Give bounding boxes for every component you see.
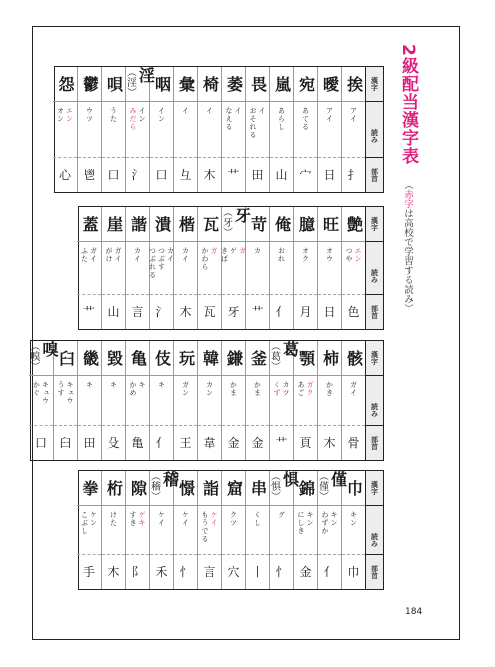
kanji-char: 萎 (224, 76, 244, 92)
bushu-char: 金 (299, 565, 312, 579)
bushu-char: 木 (203, 168, 216, 182)
header-bushu: 部首 (370, 436, 379, 450)
bushu-char: 亻 (155, 436, 168, 450)
reading-text: キュウ (41, 381, 50, 405)
kanji-char: 宛 (296, 76, 316, 92)
kanji-char: 巾 (344, 480, 364, 496)
reading-text: カイ (181, 247, 190, 263)
kanji-char: 毀 (104, 350, 124, 366)
reading-text: アイ (325, 107, 334, 123)
kanji-entry (53, 67, 77, 192)
variant-kanji: （牙） (220, 207, 232, 237)
reading-text: きば (220, 247, 229, 263)
reading-text: すき (129, 511, 137, 527)
kanji-char: 鎌 (224, 350, 244, 366)
bushu-char: 禾 (155, 565, 168, 579)
kanji-char: 旺 (320, 216, 340, 232)
bushu-char: 彑 (179, 168, 192, 182)
variant-kanji: （僅） (316, 471, 328, 501)
kanji-char: 嗅（嗅） (28, 341, 59, 371)
kanji-char: 咽 (152, 76, 172, 92)
bushu-char: 月 (299, 305, 312, 319)
reading-text: かき (325, 381, 334, 397)
reading-text: キ (157, 381, 166, 389)
reading-text: イ (234, 107, 242, 115)
header-reading: 読み (370, 403, 379, 417)
kanji-entry (221, 67, 245, 192)
kanji-entry (197, 471, 221, 589)
kanji-char: 彙 (176, 76, 196, 92)
kanji-entry (221, 471, 245, 589)
kanji-entry (101, 207, 125, 329)
kanji-char: 俺 (272, 216, 292, 232)
kanji-char: 葛（葛） (268, 341, 300, 371)
kanji-char: 憬 (176, 480, 196, 496)
bushu-char: 山 (107, 305, 120, 319)
kanji-table (78, 470, 384, 590)
kanji-char: 瓦 (200, 216, 220, 232)
kanji-entry (149, 341, 173, 460)
reading-text: ガイ (89, 247, 98, 263)
reading-text: キ (138, 381, 146, 389)
reading-text: キン (306, 511, 314, 527)
bushu-char: 艹 (275, 436, 288, 450)
reading-text: ケイ (157, 511, 166, 527)
kanji-char: 顎 (296, 350, 316, 366)
kanji-char: 錦 (296, 480, 316, 496)
header-bushu: 部首 (370, 305, 379, 319)
reading-text: カイ (133, 247, 142, 263)
reading-text: つや (345, 247, 353, 263)
bushu-char: 韋 (203, 436, 216, 450)
kanji-table (54, 66, 384, 193)
bushu-char: 艹 (82, 305, 95, 319)
kanji-table (30, 340, 384, 461)
kanji-entry (317, 67, 341, 192)
kanji-entry (101, 341, 125, 460)
header-reading: 読み (370, 129, 379, 143)
kanji-entry (293, 207, 317, 329)
page-subtitle: （赤字は高校で学習する読み） (402, 180, 413, 313)
bushu-char: 艹 (227, 168, 240, 182)
bushu-char: 心 (58, 168, 71, 182)
kanji-table (78, 206, 384, 330)
kanji-char: 楷 (176, 216, 196, 232)
kanji-char: 稽（稽） (148, 471, 180, 501)
reading-text: こぶし (80, 511, 89, 535)
header-column (365, 67, 383, 192)
kanji-char: 拳 (80, 480, 99, 496)
reading-text: キ (109, 381, 118, 389)
kanji-char: 挨 (344, 76, 364, 92)
bushu-char: 亻 (323, 565, 336, 579)
kanji-char: 苛 (248, 216, 268, 232)
reading-text: カ (253, 247, 262, 255)
bushu-char: 口 (34, 436, 47, 450)
variant-kanji: （稽） (148, 471, 160, 501)
header-column (365, 341, 383, 460)
kanji-entry (341, 67, 365, 192)
bushu-char: 口 (155, 168, 168, 182)
bushu-char: 氵 (155, 305, 168, 319)
kanji-entry (268, 471, 300, 589)
reading-text: にしき (297, 511, 305, 535)
bushu-char: 口 (107, 168, 120, 182)
variant-kanji: （惧） (268, 471, 280, 501)
kanji-char: 曖 (320, 76, 340, 92)
kanji-entry (125, 207, 149, 329)
reading-text: くず (273, 381, 281, 397)
bushu-char: 木 (179, 305, 192, 319)
kanji-char: 淫（淫） (124, 67, 156, 97)
reading-text: ガイ (114, 247, 122, 263)
reading-text: ガ (210, 247, 218, 255)
reading-text: キン (349, 511, 358, 527)
header-kanji: 漢字 (370, 77, 379, 91)
kanji-char: 崖 (104, 216, 124, 232)
bushu-char: 瓦 (203, 305, 216, 319)
reading-text: ガク (306, 381, 314, 397)
kanji-char: 詣 (200, 480, 220, 496)
kanji-entry (269, 67, 293, 192)
bushu-char: 臼 (59, 436, 72, 450)
reading-text: あご (297, 381, 305, 397)
kanji-char: 釜 (248, 350, 268, 366)
bushu-char: 鬯 (83, 168, 96, 182)
reading-text: あらし (277, 107, 286, 131)
bushu-char: 巾 (347, 565, 360, 579)
bushu-char: 骨 (347, 436, 360, 450)
page-title: 2級配当漢字表 (398, 44, 418, 165)
bushu-char: 田 (83, 436, 96, 450)
reading-text: イン (138, 107, 146, 123)
header-bushu: 部首 (370, 168, 379, 182)
reading-text: もうでる (201, 511, 209, 543)
reading-text: かま (229, 381, 238, 397)
reading-text: あてる (301, 107, 310, 131)
bushu-char: 阝 (131, 565, 144, 579)
kanji-char: 柿 (320, 350, 340, 366)
bushu-char: 山 (275, 168, 288, 182)
kanji-char: 臆 (296, 216, 316, 232)
reading-text: カン (205, 381, 214, 397)
bushu-char: 穴 (227, 565, 240, 579)
kanji-char: 隙 (128, 480, 148, 496)
header-column (365, 471, 383, 589)
kanji-entry (173, 341, 197, 460)
kanji-entry (341, 341, 365, 460)
reading-text: くし (253, 511, 262, 527)
reading-text: オウ (325, 247, 334, 263)
bushu-char: 言 (203, 565, 216, 579)
kanji-entry (341, 207, 365, 329)
kanji-char: 骸 (344, 350, 364, 366)
bushu-char: 手 (82, 565, 95, 579)
kanji-char: 嵐 (272, 76, 292, 92)
reading-text: ガ (238, 247, 247, 255)
kanji-entry (77, 67, 101, 192)
reading-text: ケン (89, 511, 98, 527)
reading-text: エン (354, 247, 362, 263)
header-reading: 読み (370, 269, 379, 283)
page-number: 184 (405, 607, 423, 617)
reading-text: キン (330, 511, 338, 527)
reading-text: イ (258, 107, 266, 115)
bushu-char: 亻 (275, 305, 288, 319)
bushu-char: 忄 (179, 565, 192, 579)
reading-text: つぶす (157, 247, 166, 271)
reading-text: かわら (201, 247, 209, 271)
kanji-entry (125, 471, 149, 589)
bushu-char: 氵 (131, 168, 144, 182)
reading-text: ゲキ (138, 511, 146, 527)
reading-text: オク (301, 247, 310, 263)
reading-text: アイ (349, 107, 358, 123)
reading-text: うた (109, 107, 118, 123)
header-bushu: 部首 (370, 565, 379, 579)
variant-kanji: （葛） (268, 341, 280, 371)
bushu-char: 言 (131, 305, 144, 319)
kanji-entry (221, 341, 245, 460)
reading-text: ガイ (349, 381, 358, 397)
reading-text: ガン (181, 381, 190, 397)
reading-text: がけ (105, 247, 113, 263)
reading-text: エン (65, 107, 74, 123)
reading-text: グ (277, 511, 286, 519)
kanji-char: 牙（牙） (220, 207, 252, 237)
kanji-entry (149, 207, 173, 329)
header-kanji: 漢字 (370, 351, 379, 365)
reading-text: キ (85, 381, 94, 389)
kanji-char: 惧（惧） (268, 471, 300, 501)
kanji-entry (245, 471, 269, 589)
kanji-entry (77, 341, 101, 460)
reading-text: カツ (282, 381, 290, 397)
bushu-char: 殳 (107, 436, 120, 450)
header-reading: 読み (370, 533, 379, 547)
reading-text: わずか (321, 511, 329, 535)
kanji-entry (220, 207, 252, 329)
kanji-entry (124, 67, 156, 192)
kanji-entry (269, 207, 293, 329)
kanji-entry (101, 67, 125, 192)
kanji-entry (317, 341, 341, 460)
bushu-char: 木 (107, 565, 120, 579)
kanji-char: 鬱 (80, 76, 100, 92)
bushu-char: 日 (323, 305, 336, 319)
variant-kanji: （嗅） (28, 341, 39, 371)
kanji-char: 畿 (80, 350, 100, 366)
bushu-char: 牙 (227, 305, 240, 319)
reading-text: みだら (129, 107, 137, 131)
kanji-char: 亀 (128, 350, 148, 366)
kanji-char: 怨 (56, 76, 75, 92)
kanji-entry (101, 471, 125, 589)
bushu-char: 丨 (251, 565, 264, 579)
kanji-entry (293, 67, 317, 192)
bushu-char: 宀 (299, 168, 312, 182)
reading-text: かめ (129, 381, 137, 397)
kanji-char: 臼 (56, 350, 76, 366)
reading-text: オン (56, 107, 65, 123)
reading-text: ケイ (181, 511, 190, 527)
bushu-char: 忄 (275, 565, 288, 579)
kanji-char: 潰 (152, 216, 172, 232)
kanji-entry (148, 471, 180, 589)
kanji-entry (245, 67, 269, 192)
bushu-char: 金 (251, 436, 264, 450)
bushu-char: 木 (323, 436, 336, 450)
kanji-char: 窟 (224, 480, 244, 496)
bushu-char: 頁 (299, 436, 312, 450)
kanji-char: 唄 (104, 76, 124, 92)
bushu-char: 色 (347, 305, 360, 319)
kanji-char: 諧 (128, 216, 148, 232)
reading-text: ふた (80, 247, 89, 263)
reading-text: けた (109, 511, 118, 527)
kanji-entry (245, 341, 269, 460)
bushu-char: 王 (179, 436, 192, 450)
kanji-entry (28, 341, 59, 460)
kanji-char: 畏 (248, 76, 268, 92)
bushu-char: 艹 (251, 305, 264, 319)
kanji-char: 僅（僅） (316, 471, 348, 501)
reading-text: ゲ (229, 247, 238, 255)
variant-kanji: （淫） (124, 67, 136, 97)
kanji-entry (317, 207, 341, 329)
reading-text: おそれる (249, 107, 257, 139)
reading-text: かぐ (32, 381, 41, 397)
reading-text: かま (253, 381, 262, 397)
kanji-entry (125, 341, 149, 460)
reading-text: ケイ (210, 511, 218, 527)
kanji-char: 串 (248, 480, 268, 496)
reading-text: ウツ (85, 107, 94, 123)
bushu-char: 扌 (347, 168, 360, 182)
kanji-entry (197, 67, 221, 192)
reading-text: イ (181, 107, 190, 115)
kanji-char: 艶 (344, 216, 364, 232)
reading-text: うす (57, 381, 65, 397)
kanji-entry (197, 207, 221, 329)
kanji-char: 伎 (152, 350, 172, 366)
reading-text: イ (205, 107, 214, 115)
kanji-entry (173, 207, 197, 329)
kanji-entry (268, 341, 300, 460)
kanji-char: 韓 (200, 350, 220, 366)
header-kanji: 漢字 (370, 217, 379, 231)
kanji-entry (77, 471, 101, 589)
reading-text: クツ (229, 511, 238, 527)
kanji-char: 桁 (104, 480, 124, 496)
kanji-char: 蓋 (80, 216, 99, 232)
bushu-char: 田 (251, 168, 264, 182)
reading-text: カイ (166, 247, 175, 263)
kanji-entry (197, 341, 221, 460)
kanji-char: 椅 (200, 76, 220, 92)
reading-text: つぶれる (148, 247, 157, 279)
kanji-entry (173, 67, 197, 192)
kanji-entry (77, 207, 101, 329)
bushu-char: 日 (323, 168, 336, 182)
reading-text: なえる (225, 107, 233, 131)
header-column (365, 207, 383, 329)
reading-text: キュウ (66, 381, 74, 405)
kanji-char: 玩 (176, 350, 196, 366)
kanji-entry (316, 471, 348, 589)
bushu-char: 金 (227, 436, 240, 450)
reading-text: おれ (277, 247, 286, 263)
reading-text: イン (157, 107, 166, 123)
header-kanji: 漢字 (370, 481, 379, 495)
bushu-char: 亀 (131, 436, 144, 450)
